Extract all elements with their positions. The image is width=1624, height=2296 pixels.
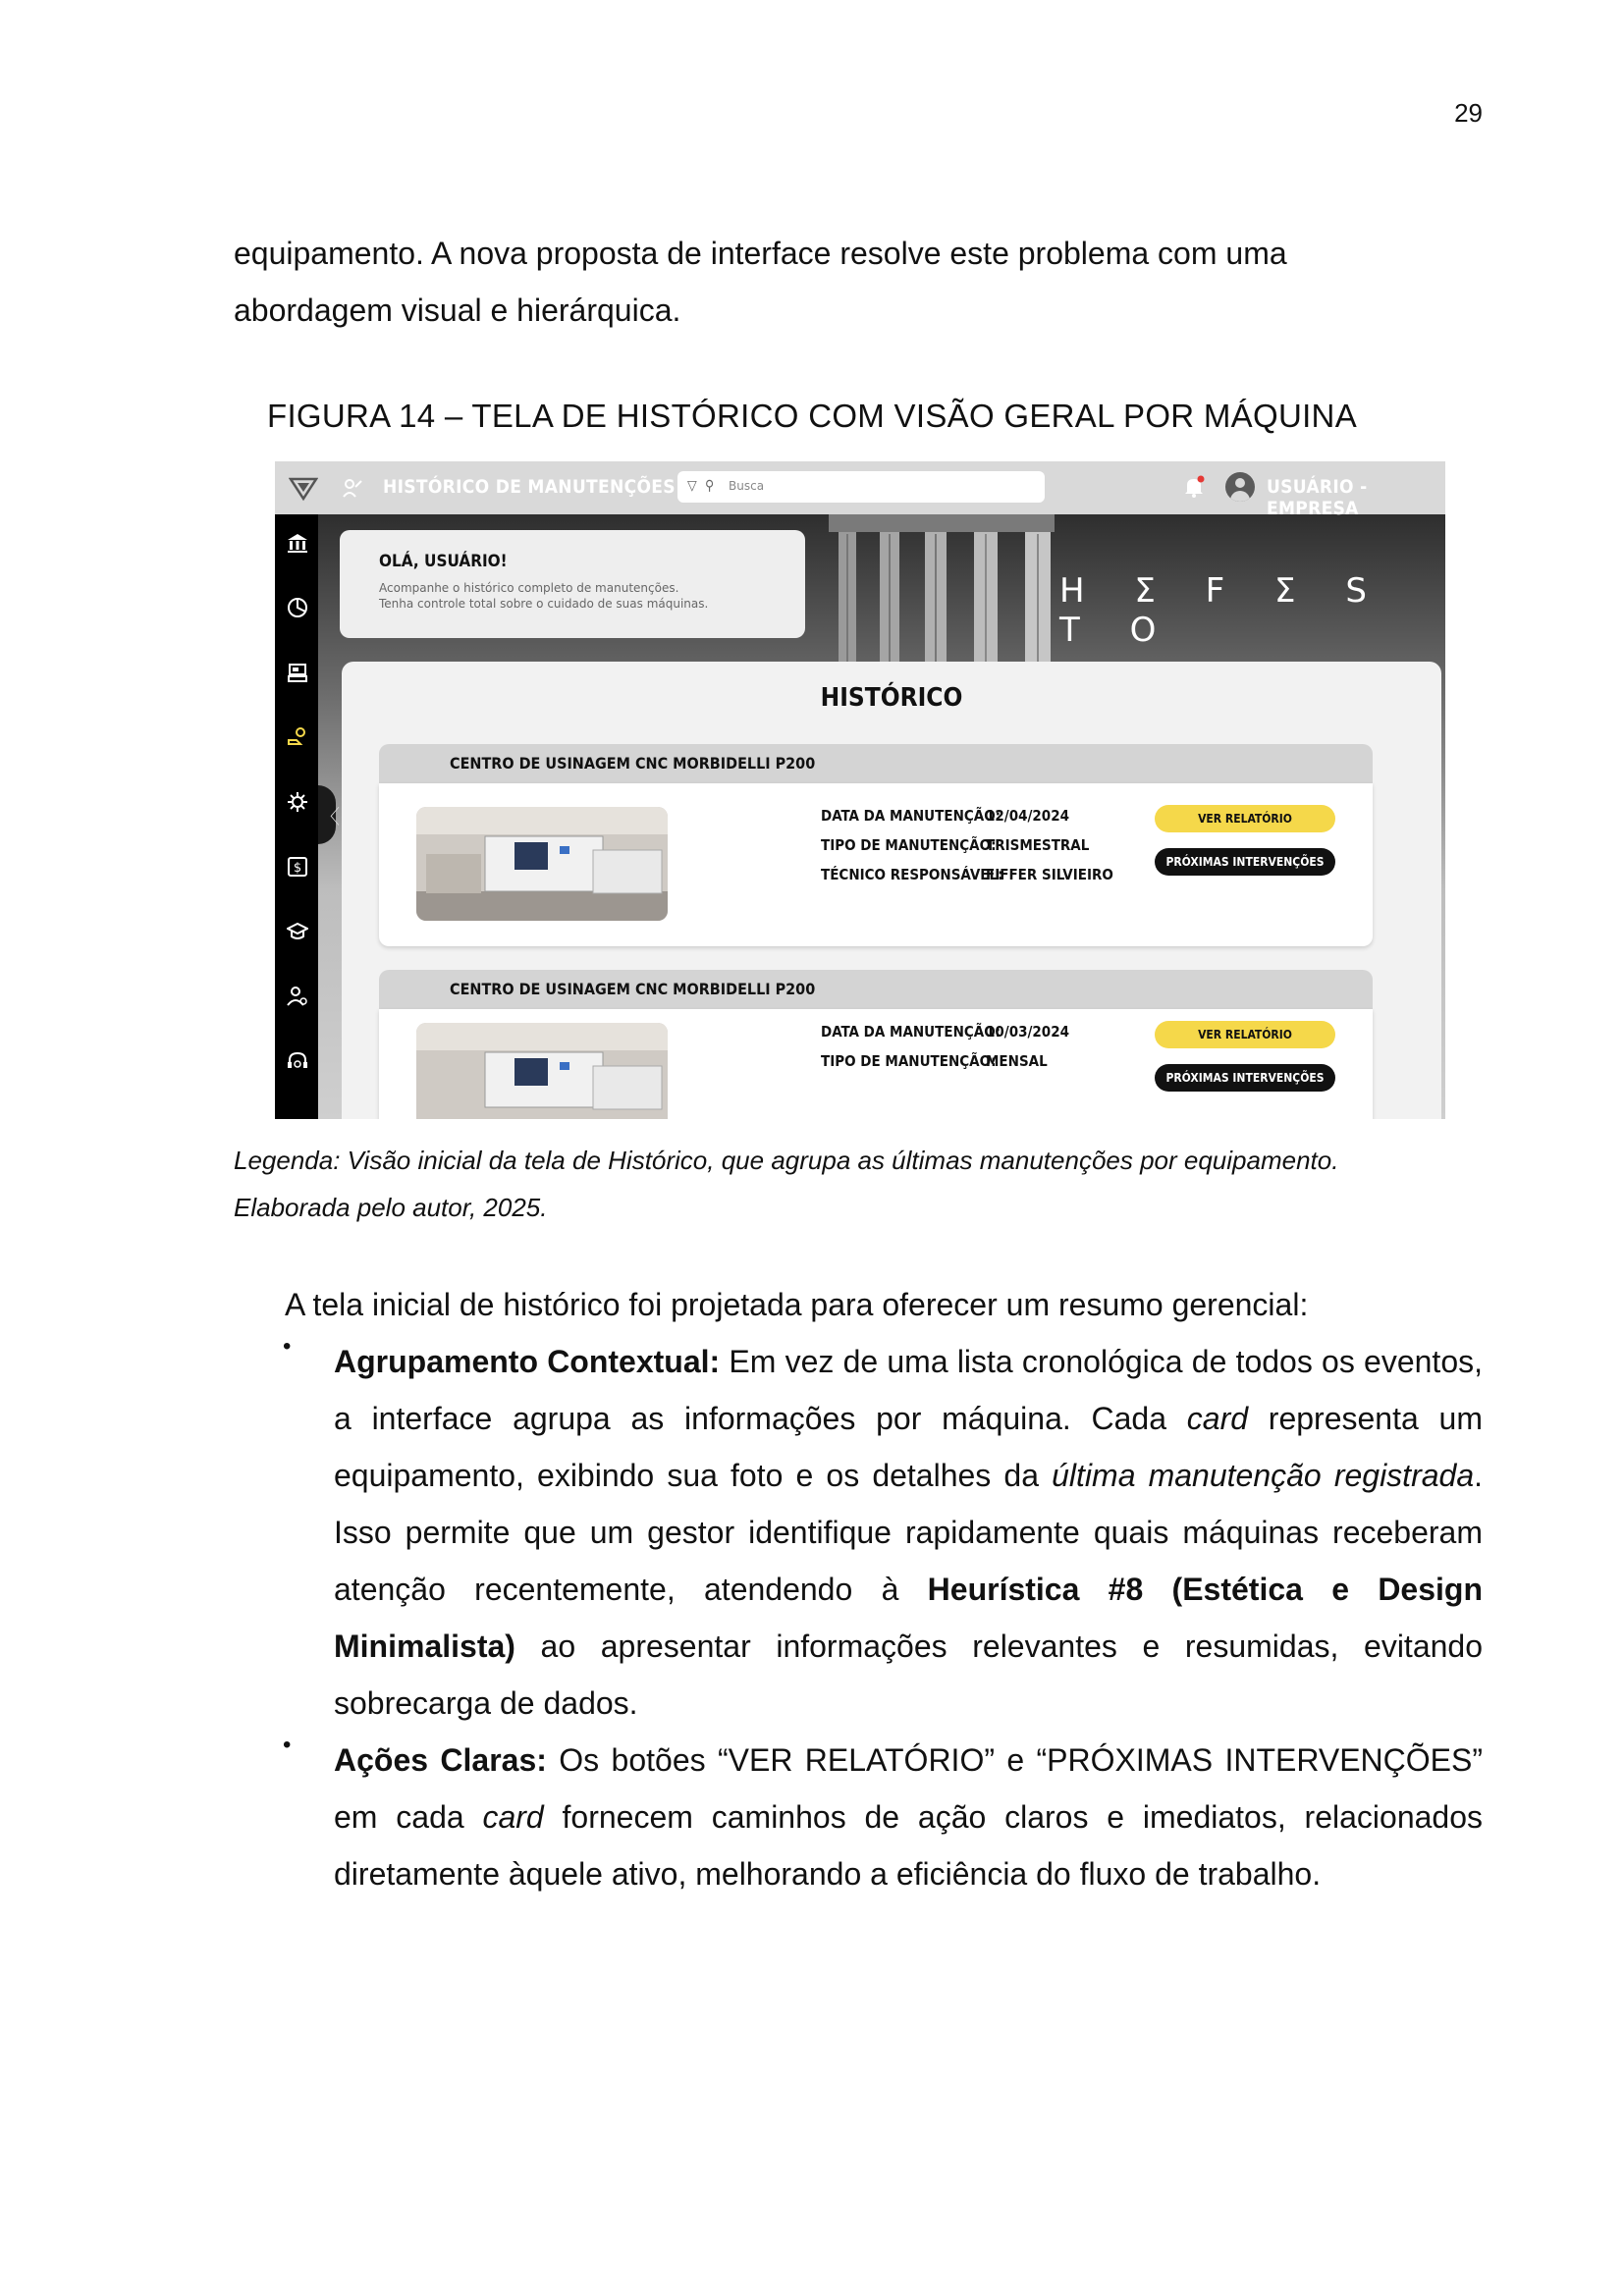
user-settings-icon[interactable]	[287, 986, 308, 1007]
avatar[interactable]	[1225, 472, 1255, 502]
notification-dot	[1198, 476, 1205, 483]
page-number: 29	[1454, 98, 1483, 128]
bank-icon[interactable]	[287, 532, 308, 554]
panel-title: HISTÓRICO	[820, 683, 963, 713]
card-machine-name: CENTRO DE USINAGEM CNC MORBIDELLI P200	[450, 980, 816, 998]
svg-text:$: $	[293, 861, 302, 876]
gear-icon[interactable]	[287, 791, 308, 813]
figure-caption-line1: Legenda: Visão inicial da tela de Histórico, que agrupa as últimas manutenções por equipamento.	[234, 1146, 1339, 1175]
machine-icon[interactable]	[287, 662, 308, 683]
figure-screenshot	[275, 461, 1445, 1119]
brand-wordmark: H Σ F Σ S T O	[1059, 571, 1386, 650]
app-logo-icon	[289, 473, 318, 503]
card-header	[379, 744, 1373, 783]
bullet-marker: •	[283, 1333, 292, 1360]
maintenance-date-row: DATA DA MANUTENÇÃO:12/04/2024	[821, 807, 1069, 825]
sidebar-collapse-tab[interactable]	[318, 785, 340, 844]
topbar-title: HISTÓRICO DE MANUTENÇÕES	[383, 476, 676, 498]
bullet-item-2: Ações Claras: Os botões “VER RELATÓRIO” e “PRÓXIMAS INTERVENÇÕES” em cada card fornecem caminhos de ação claros e imediatos, relacionados diretamente àquele ativo, melhorando a eficiência do fluxo de trabalho.	[334, 1742, 1484, 1892]
maintenance-date-row: DATA DA MANUTENÇÃO:10/03/2024	[821, 1023, 1069, 1041]
hero-background	[318, 514, 1445, 1119]
cnc-machine-image	[416, 807, 668, 921]
maintenance-icon[interactable]	[287, 726, 308, 748]
search-input[interactable]	[677, 471, 1045, 503]
app-topbar	[275, 461, 1445, 519]
app-sidebar	[275, 514, 318, 1119]
view-report-button[interactable]: VER RELATÓRIO	[1155, 805, 1335, 832]
user-company-label[interactable]: USUÁRIO - EMPRESA	[1267, 476, 1368, 519]
next-interventions-button[interactable]: PRÓXIMAS INTERVENÇÕES	[1155, 1064, 1335, 1092]
maintenance-type-row: TIPO DE MANUTENÇÃO:TRISMESTRAL	[821, 836, 1090, 854]
filter-icon[interactable]: ▽	[687, 478, 697, 494]
search-icon: ⚲	[705, 478, 715, 494]
next-interventions-button[interactable]: PRÓXIMAS INTERVENÇÕES	[1155, 848, 1335, 876]
graduation-cap-icon[interactable]	[287, 921, 308, 942]
chevron-left-icon[interactable]: 〈	[320, 805, 340, 828]
lead-paragraph: A tela inicial de histórico foi projetada para oferecer um resumo gerencial:	[285, 1287, 1309, 1322]
maintenance-icon	[342, 477, 363, 499]
greeting-title: OLÁ, USUÁRIO!	[379, 552, 508, 571]
maintenance-type-row: TIPO DE MANUTENÇÃO:MENSAL	[821, 1052, 1048, 1070]
card-header	[379, 970, 1373, 1009]
greeting-line1: Acompanhe o histórico completo de manutenções.	[379, 581, 679, 595]
search-placeholder: Busca	[729, 479, 765, 493]
greeting-line2: Tenha controle total sobre o cuidado de suas máquinas.	[379, 597, 709, 611]
intro-paragraph-line2: abordagem visual e hierárquica.	[234, 293, 681, 328]
machine-photo	[416, 1023, 668, 1119]
cnc-machine-image	[416, 1023, 668, 1119]
intro-paragraph-line1: equipamento. A nova proposta de interface resolve este problema com uma	[234, 236, 1287, 271]
bullet-marker: •	[283, 1732, 292, 1758]
support-icon[interactable]	[287, 1050, 308, 1072]
greek-columns-image	[829, 514, 1055, 671]
technician-row: TÉCNICO RESPONSÁVEL:FIFFER SILVIEIRO	[821, 866, 1113, 883]
figure-caption-line2: Elaborada pelo autor, 2025.	[234, 1193, 548, 1222]
machine-card	[379, 783, 1373, 946]
figure-title: FIGURA 14 – TELA DE HISTÓRICO COM VISÃO GERAL POR MÁQUINA	[266, 398, 1357, 434]
bullet-item-1: Agrupamento Contextual: Em vez de uma lista cronológica de todos os eventos, a interface agrupa as informações por máquina. Cada card representa um equipamento, exibindo sua foto e os detalhes da última manutenção registrada. Isso permite que um gestor identifique rapidamente quais máquinas receberam atenção recentemente, atendendo à Heurística #8 (Estética e Design Minimalista) ao apresentar informações relevantes e resumidas, evitando sobrecarga de dados.	[334, 1344, 1484, 1721]
history-panel	[342, 662, 1441, 1119]
machine-photo	[416, 807, 668, 921]
pie-chart-icon[interactable]	[287, 597, 308, 618]
greeting-card	[340, 530, 805, 638]
machine-card	[379, 1009, 1373, 1119]
view-report-button[interactable]: VER RELATÓRIO	[1155, 1021, 1335, 1048]
dollar-icon[interactable]	[287, 856, 308, 878]
bell-icon[interactable]	[1183, 475, 1205, 499]
card-machine-name: CENTRO DE USINAGEM CNC MORBIDELLI P200	[450, 754, 816, 773]
